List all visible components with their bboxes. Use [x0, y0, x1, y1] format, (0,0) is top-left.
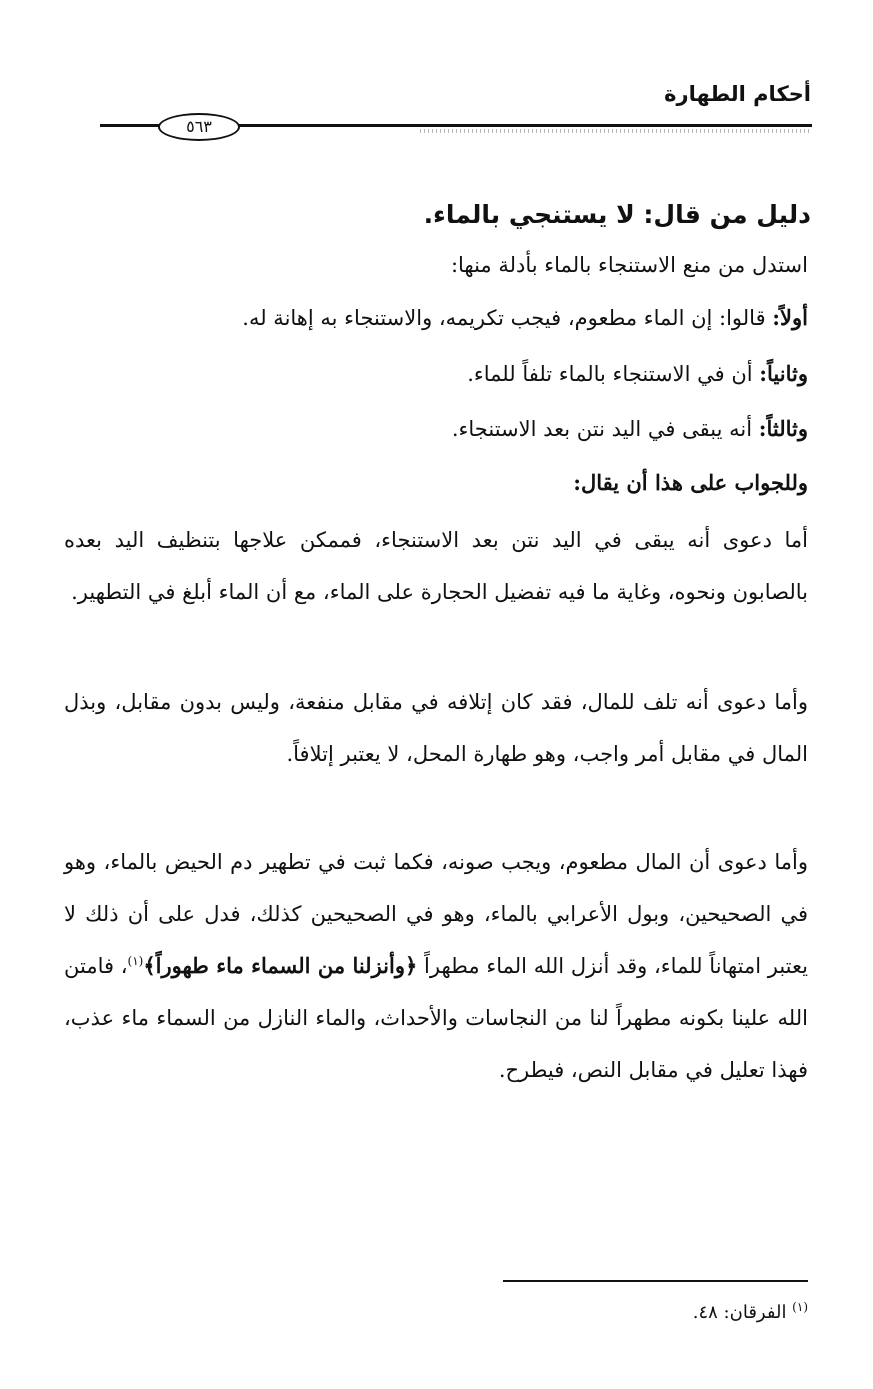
footnote: [693, 1300, 808, 1326]
paragraph-answer-odor: أما دعوى أنه يبقى في اليد نتن بعد الاستنجاء، فممكن علاجها بتنظيف اليد بعده بالصابون ونحوه، وغاية ما فيه تفضيل الحجارة على الماء، مع أن الماء أبلغ في التطهير.: [64, 528, 808, 604]
intro-line: استدل من منع الاستنجاء بالماء بأدلة منها:: [450, 253, 808, 277]
footnote-rule: [503, 1280, 808, 1282]
header-rule-texture: [420, 129, 810, 133]
paragraph-text: وأما دعوى أن المال مطعوم، ويجب صونه، فكما ثبت في تطهير دم الحيض بالماء، وهو في الصحيحين، وبول الأعرابي بالماء، وهو في الصحيحين كذلك، فدل على أن ذلك لا يعتبر امتهاناً للماء، وقد أنزل الله الماء مطهراً: [64, 850, 808, 978]
footnote-number: (١): [792, 1300, 808, 1314]
paragraph-text: ، فامتن الله علينا بكونه مطهراً لنا من النجاسات والأحداث، والماء النازل من السماء ماء عذب، فهذا تعليل في مقابل النص، فيطرح.: [64, 954, 808, 1082]
evidence-second: [467, 359, 808, 389]
evidence-text: قالوا: إن الماء مطعوم، فيجب تكريمه، والاستنجاء به إهانة له.: [242, 306, 773, 330]
footnote-reference: (١): [127, 954, 144, 968]
evidence-text: أن في الاستنجاء بالماء تلفاً للماء.: [467, 362, 760, 386]
evidence-text: أنه يبقى في اليد نتن بعد الاستنجاء.: [451, 417, 759, 441]
evidence-third: [452, 414, 808, 444]
evidence-label: وثانياً:: [759, 361, 808, 386]
section-heading: دليل من قال: لا يستنجي بالماء.: [423, 200, 811, 229]
evidence-label: أولاً:: [772, 305, 808, 330]
evidence-label: وثالثاً:: [758, 416, 808, 441]
quran-verse: ﴿وأنزلنا من السماء ماء طهوراً﴾: [143, 953, 418, 978]
running-title: أحكام الطهارة: [664, 82, 811, 106]
paragraph-answer-waste: وأما دعوى أنه تلف للمال، فقد كان إتلافه في مقابل منفعة، وليس بدون مقابل، وبذل المال في مقابل أمر واجب، وهو طهارة المحل، لا يعتبر إتلافاً.: [64, 690, 808, 766]
footnote-text: الفرقان: ٤٨.: [692, 1302, 793, 1323]
answer-heading: وللجواب على هذا أن يقال:: [573, 470, 808, 495]
paragraph-answer-food: [64, 836, 808, 1096]
page-number: ٥٦٣: [158, 113, 240, 141]
evidence-first: [242, 303, 808, 333]
